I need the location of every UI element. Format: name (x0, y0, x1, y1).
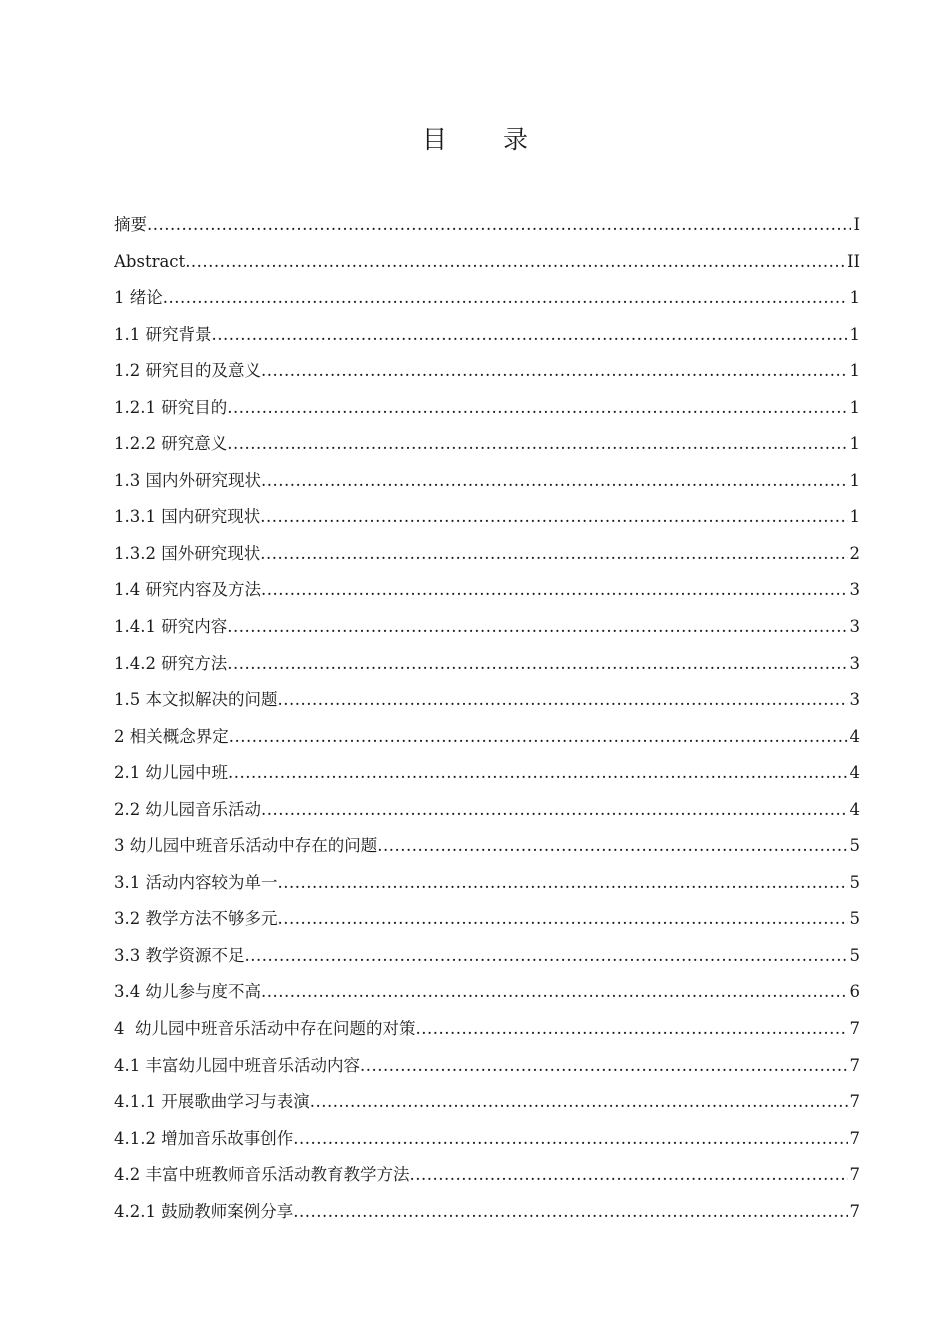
toc-dot-leader (260, 536, 847, 573)
toc-entry-page-number: 3 (849, 617, 860, 637)
toc-entry[interactable] (114, 755, 860, 792)
toc-entry[interactable] (114, 865, 860, 902)
toc-dot-leader (212, 317, 848, 354)
toc-dot-leader (261, 353, 848, 390)
toc-dot-leader (360, 1048, 848, 1085)
toc-entry-page-number: 5 (849, 872, 860, 892)
toc-dot-leader (227, 646, 847, 683)
toc-dot-leader (278, 682, 848, 719)
toc-entry[interactable] (114, 792, 860, 829)
toc-entry-label: 4.1.1 开展歌曲学习与表演 (114, 1092, 310, 1112)
toc-entry-page-number: 4 (849, 726, 860, 746)
toc-dot-leader (227, 609, 847, 646)
toc-entry-label: 1.4.1 研究内容 (114, 617, 228, 637)
toc-dot-leader (293, 1121, 847, 1158)
toc-dot-leader (261, 792, 848, 829)
toc-dot-leader (377, 828, 847, 865)
toc-entry-page-number: 7 (849, 1092, 860, 1112)
toc-dot-leader (163, 280, 848, 317)
toc-dot-leader (147, 207, 851, 244)
toc-entry-page-number: 7 (849, 1201, 860, 1221)
toc-entry[interactable] (114, 244, 860, 281)
toc-entry[interactable] (114, 609, 860, 646)
toc-entry[interactable] (114, 280, 860, 317)
toc-entry[interactable] (114, 974, 860, 1011)
toc-entry-label: 4.1 丰富幼儿园中班音乐活动内容 (114, 1055, 360, 1075)
toc-dot-leader (416, 1011, 848, 1048)
toc-title: 目 录 (422, 125, 552, 154)
toc-entry-page-number: 3 (849, 690, 860, 710)
toc-dot-leader (410, 1157, 848, 1194)
toc-entry[interactable] (114, 207, 860, 244)
toc-entry-label: 1.3.2 国外研究现状 (114, 543, 261, 563)
toc-entry[interactable] (114, 1121, 860, 1158)
toc-entry-page-number: 1 (849, 434, 860, 454)
toc-entry[interactable] (114, 499, 860, 536)
toc-entry-page-number: 6 (849, 982, 860, 1002)
toc-entry-page-number: 1 (849, 397, 860, 417)
toc-entry-label: 1 绪论 (114, 288, 163, 308)
toc-dot-leader (245, 938, 848, 975)
toc-dot-leader (185, 244, 845, 281)
toc-dot-leader (229, 719, 848, 756)
toc-entry-page-number: 3 (849, 653, 860, 673)
toc-entry-label: 1.3.1 国内研究现状 (114, 507, 261, 527)
toc-entry[interactable] (114, 536, 860, 573)
toc-entry[interactable] (114, 572, 860, 609)
toc-entry[interactable] (114, 1157, 860, 1194)
toc-entry-label: 2 相关概念界定 (114, 726, 229, 746)
toc-entry-page-number: 7 (849, 1019, 860, 1039)
toc-dot-leader (310, 1084, 848, 1121)
toc-entry-page-number: 4 (849, 763, 860, 783)
toc-entry[interactable] (114, 463, 860, 500)
toc-entry-page-number: 2 (849, 543, 860, 563)
toc-entry-label: Abstract (114, 251, 186, 271)
toc-dot-leader (293, 1194, 847, 1231)
toc-entry[interactable] (114, 1194, 860, 1231)
toc-entry-label: 摘要 (114, 215, 147, 234)
toc-entry-label: 3.2 教学方法不够多元 (114, 909, 278, 929)
toc-entry-page-number: 5 (849, 909, 860, 929)
toc-entry[interactable] (114, 646, 860, 683)
toc-entry[interactable] (114, 682, 860, 719)
toc-dot-leader (227, 390, 847, 427)
toc-dot-leader (278, 865, 848, 902)
toc-entry-label: 4.2 丰富中班教师音乐活动教育教学方法 (114, 1165, 410, 1185)
toc-entry-page-number: 1 (849, 507, 860, 527)
toc-dot-leader (228, 755, 848, 792)
toc-entry-label: 3.1 活动内容较为单一 (114, 872, 278, 892)
toc-entry-page-number: 5 (849, 836, 860, 856)
toc-entry-label: 1.2.2 研究意义 (114, 434, 228, 454)
toc-list (114, 207, 860, 1230)
toc-entry-label: 1.4.2 研究方法 (114, 653, 228, 673)
toc-entry[interactable] (114, 938, 860, 975)
toc-dot-leader (261, 463, 848, 500)
toc-entry-label: 4.1.2 增加音乐故事创作 (114, 1128, 294, 1148)
toc-dot-leader (260, 499, 847, 536)
toc-dot-leader (278, 901, 848, 938)
toc-dot-leader (261, 974, 848, 1011)
toc-entry-label: 1.2 研究目的及意义 (114, 361, 261, 381)
toc-entry-page-number: 1 (849, 288, 860, 308)
toc-entry-page-number: 5 (849, 945, 860, 965)
toc-entry-page-number: 1 (849, 470, 860, 490)
toc-dot-leader (227, 426, 847, 463)
toc-entry-page-number: 4 (849, 799, 860, 819)
toc-entry-page-number: 1 (849, 324, 860, 344)
toc-entry[interactable] (114, 1048, 860, 1085)
toc-entry-page-number: 3 (849, 580, 860, 600)
toc-entry-label: 4 幼儿园中班音乐活动中存在问题的对策 (114, 1019, 416, 1039)
toc-entry-page-number: I (853, 215, 860, 234)
toc-entry-label: 1.1 研究背景 (114, 324, 212, 344)
toc-entry[interactable] (114, 901, 860, 938)
toc-entry-page-number: 7 (849, 1055, 860, 1075)
toc-entry[interactable] (114, 317, 860, 354)
toc-entry-label: 3 幼儿园中班音乐活动中存在的问题 (114, 836, 378, 856)
toc-entry[interactable] (114, 1011, 860, 1048)
toc-entry-label: 3.3 教学资源不足 (114, 945, 245, 965)
toc-entry[interactable] (114, 1084, 860, 1121)
toc-entry-label: 2.2 幼儿园音乐活动 (114, 799, 261, 819)
toc-entry-label: 1.5 本文拟解决的问题 (114, 690, 278, 710)
toc-entry-label: 1.3 国内外研究现状 (114, 470, 261, 490)
toc-entry[interactable] (114, 390, 860, 427)
toc-entry[interactable] (114, 426, 860, 463)
toc-entry-page-number: 7 (849, 1128, 860, 1148)
toc-entry[interactable] (114, 719, 860, 756)
toc-entry-label: 1.4 研究内容及方法 (114, 580, 261, 600)
toc-entry[interactable] (114, 828, 860, 865)
toc-entry-page-number: 1 (849, 361, 860, 381)
toc-entry-label: 3.4 幼儿参与度不高 (114, 982, 261, 1002)
toc-dot-leader (261, 572, 848, 609)
toc-entry[interactable] (114, 353, 860, 390)
toc-entry-page-number: II (846, 251, 860, 271)
toc-entry-label: 4.2.1 鼓励教师案例分享 (114, 1201, 294, 1221)
toc-entry-label: 1.2.1 研究目的 (114, 397, 228, 417)
toc-entry-page-number: 7 (849, 1165, 860, 1185)
toc-entry-label: 2.1 幼儿园中班 (114, 763, 228, 783)
